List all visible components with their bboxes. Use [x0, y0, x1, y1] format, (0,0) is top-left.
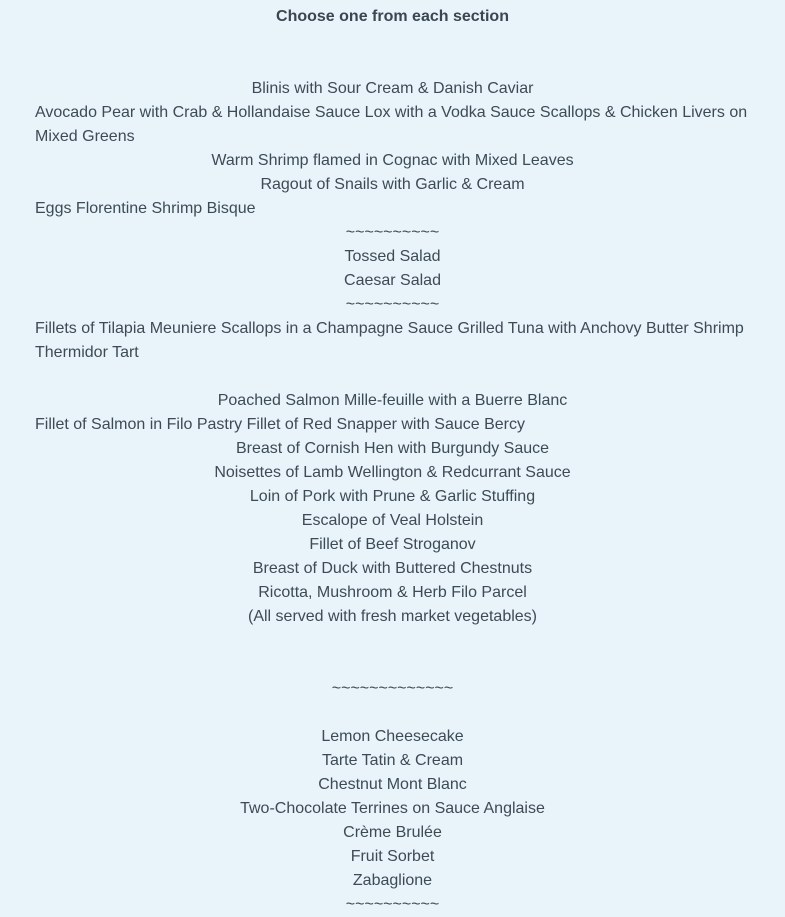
menu-item: Loin of Pork with Prune & Garlic Stuffing	[249, 488, 536, 505]
section-divider: ~~~~~~~~~~	[345, 296, 440, 313]
section-divider: ~~~~~~~~~~~~~	[331, 680, 454, 697]
menu-item: Lemon Cheesecake	[321, 728, 464, 745]
menu-item: Ragout of Snails with Garlic & Cream	[260, 176, 525, 193]
menu-item: Blinis with Sour Cream & Danish Caviar	[251, 80, 534, 97]
menu-item: Fillet of Salmon in Filo Pastry Fillet of Red Snapper with Sauce Bercy	[35, 416, 525, 433]
menu-item: Ricotta, Mushroom & Herb Filo Parcel	[258, 584, 527, 601]
section-divider: ~~~~~~~~~~	[345, 896, 440, 913]
menu-item: Breast of Cornish Hen with Burgundy Sauce	[235, 440, 550, 457]
menu-item: Escalope of Veal Holstein	[301, 512, 484, 529]
spacer	[35, 629, 750, 677]
menu-item: Warm Shrimp flamed in Cognac with Mixed Leaves	[211, 152, 574, 169]
menu-item: Tarte Tatin & Cream	[321, 752, 464, 769]
menu-item: Eggs Florentine Shrimp Bisque	[35, 200, 256, 217]
menu-item: Poached Salmon Mille-feuille with a Buerre Blanc	[217, 392, 568, 409]
menu-item: Fruit Sorbet	[350, 848, 435, 865]
menu-item: Two-Chocolate Terrines on Sauce Anglaise	[240, 800, 545, 817]
menu-item: Fillet of Beef Stroganov	[309, 536, 476, 553]
menu-item: Caesar Salad	[344, 272, 441, 289]
menu-item: Noisettes of Lamb Wellington & Redcurrant Sauce	[214, 464, 571, 481]
menu-item: Tossed Salad	[344, 248, 441, 265]
spacer	[35, 365, 750, 389]
menu-item: Fillets of Tilapia Meuniere Scallops in a Champagne Sauce Grilled Tuna with Anchovy Butter Shrimp Thermidor Tart	[35, 320, 744, 361]
menu-item: Zabaglione	[352, 872, 433, 889]
menu-item: Avocado Pear with Crab & Hollandaise Sauce Lox with a Vodka Sauce Scallops & Chicken Livers on Mixed Greens	[35, 104, 748, 145]
menu-item: Breast of Duck with Buttered Chestnuts	[252, 560, 533, 577]
menu-item: Chestnut Mont Blanc	[318, 776, 467, 793]
menu-note: (All served with fresh market vegetables)	[248, 608, 537, 625]
menu-item: Crème Brulée	[343, 824, 442, 841]
page-title: Choose one from each section	[276, 8, 509, 25]
section-divider: ~~~~~~~~~~	[345, 224, 440, 241]
spacer	[35, 701, 750, 725]
